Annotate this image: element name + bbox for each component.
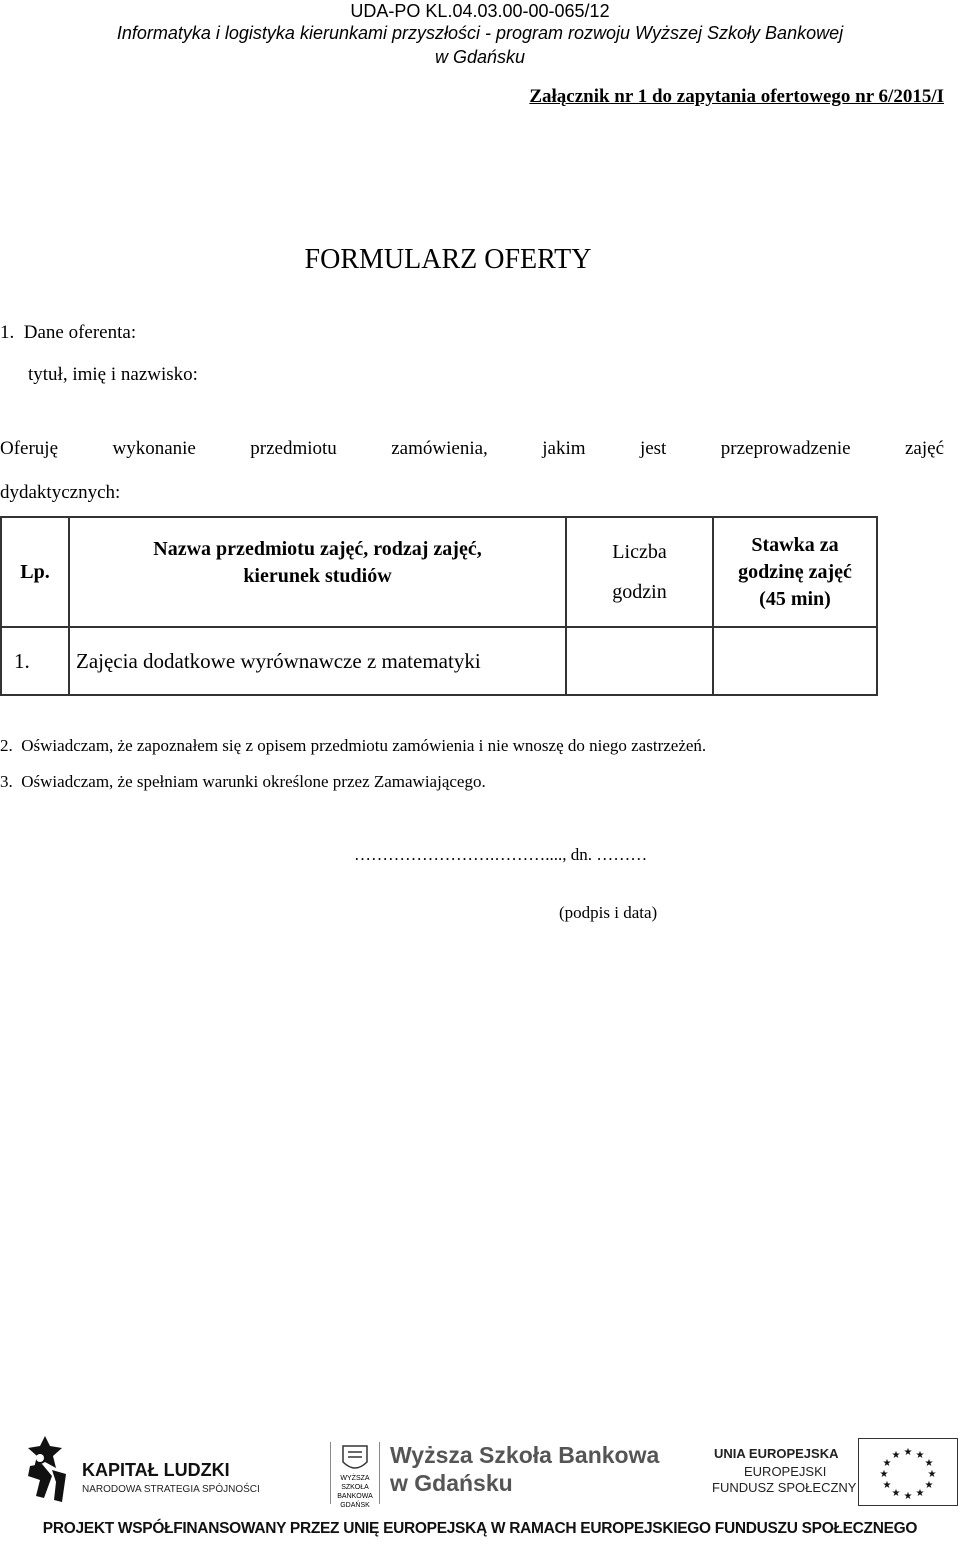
wsb-title-line2: w Gdańsku: [390, 1470, 513, 1496]
row-rate[interactable]: [713, 627, 877, 695]
project-title: Informatyka i logistyka kierunkami przyszłości - program rozwoju Wyższej Szkoły Bankowej: [116, 23, 844, 43]
header-rate-line1: Stawka za: [751, 533, 839, 556]
kapital-ludzki-subtitle: NARODOWA STRATEGIA SPÓJNOŚCI: [82, 1484, 260, 1495]
row-lp: 1.: [1, 627, 69, 695]
wsb-crest-icon: [330, 1442, 380, 1509]
svg-text:★: ★: [915, 1450, 925, 1461]
signature-caption: (podpis i data): [559, 903, 658, 922]
header-name-line2: kierunek studiów: [243, 565, 392, 587]
svg-text:★: ★: [915, 1488, 925, 1499]
svg-text:★: ★: [924, 1458, 934, 1469]
cofinancing-footer: PROJEKT WSPÓŁFINANSOWANY PRZEZ UNIĘ EUROPEJSKĄ W RAMACH EUROPEJSKIEGO FUNDUSZU SPOŁECZNEGO: [42, 1520, 918, 1537]
eu-line1: UNIA EUROPEJSKA: [714, 1446, 839, 1461]
svg-text:★: ★: [879, 1469, 889, 1480]
svg-text:★: ★: [903, 1447, 913, 1458]
kapital-ludzki-logo-icon: [22, 1436, 68, 1504]
wsb-small-line3: GDAŃSK: [340, 1502, 370, 1509]
eu-flag-icon: [858, 1438, 958, 1506]
project-location: w Gdańsku: [434, 47, 526, 67]
offer-table: [0, 516, 878, 696]
svg-text:★: ★: [891, 1450, 901, 1461]
eu-line2: EUROPEJSKI: [744, 1464, 827, 1479]
header-lp-label: Lp.: [20, 560, 50, 583]
svg-text:★: ★: [891, 1488, 901, 1499]
wsb-small-line2: BANKOWA: [337, 1493, 373, 1500]
statement-3: 3. Oświadczam, że spełniam warunki określone przez Zamawiającego.: [0, 772, 486, 791]
svg-text:★: ★: [924, 1480, 934, 1491]
offer-word: zajęć: [904, 438, 944, 459]
offer-word: Oferuję: [0, 438, 59, 459]
table-header-row: [1, 517, 877, 627]
svg-text:★: ★: [882, 1458, 892, 1469]
svg-text:★: ★: [927, 1469, 937, 1480]
statement-2: 2. Oświadczam, że zapoznałem się z opisem przedmiotu zamówienia i nie wnoszę do niego zastrzeżeń.: [0, 736, 707, 755]
offer-word: zamówienia,: [391, 438, 488, 459]
offer-word: przedmiotu: [250, 438, 337, 459]
row-name: Zajęcia dodatkowe wyrównawcze z matematyki: [69, 627, 566, 695]
header-rate-line2: godzinę zajęć: [738, 560, 852, 583]
section1-heading: 1. Dane oferenta:: [0, 322, 137, 343]
header-hours-line1: Liczba: [612, 541, 667, 563]
header-hours: [566, 517, 713, 627]
offer-word: przeprowadzenie: [720, 438, 851, 459]
offeror-name-label: tytuł, imię i nazwisko:: [28, 364, 198, 385]
offer-word: jakim: [542, 438, 586, 459]
svg-text:★: ★: [882, 1480, 892, 1491]
row-hours[interactable]: [566, 627, 713, 695]
header-name-line1: Nazwa przedmiotu zajęć, rodzaj zajęć,: [153, 538, 482, 560]
wsb-small-line1: WYŻSZA SZKOŁA: [340, 1475, 370, 1491]
project-code: UDA-PO KL.04.03.00-00-065/12: [350, 1, 610, 21]
header-hours-line2: godzin: [612, 581, 667, 603]
offer-text-line1: [0, 438, 944, 460]
form-title: FORMULARZ OFERTY: [304, 244, 592, 275]
offer-text-line2: dydaktycznych:: [0, 482, 121, 503]
offer-word: jest: [639, 438, 667, 459]
kapital-ludzki-title: KAPITAŁ LUDZKI: [82, 1460, 230, 1480]
header-rate-line3: (45 min): [759, 587, 831, 610]
header-rate: [713, 517, 877, 627]
header-name: [69, 517, 566, 627]
eu-line3: FUNDUSZ SPOŁECZNY: [712, 1480, 857, 1495]
header-lp: [1, 517, 69, 627]
wsb-title-line1: Wyższa Szkoła Bankowa: [390, 1442, 660, 1468]
date-line: …………………….………...., dn. ………: [354, 845, 648, 864]
offer-word: wykonanie: [112, 438, 196, 459]
svg-text:★: ★: [903, 1491, 913, 1502]
attachment-label: Załącznik nr 1 do zapytania ofertowego nr 6/2015/I: [529, 86, 944, 107]
table-row: [1, 627, 877, 695]
